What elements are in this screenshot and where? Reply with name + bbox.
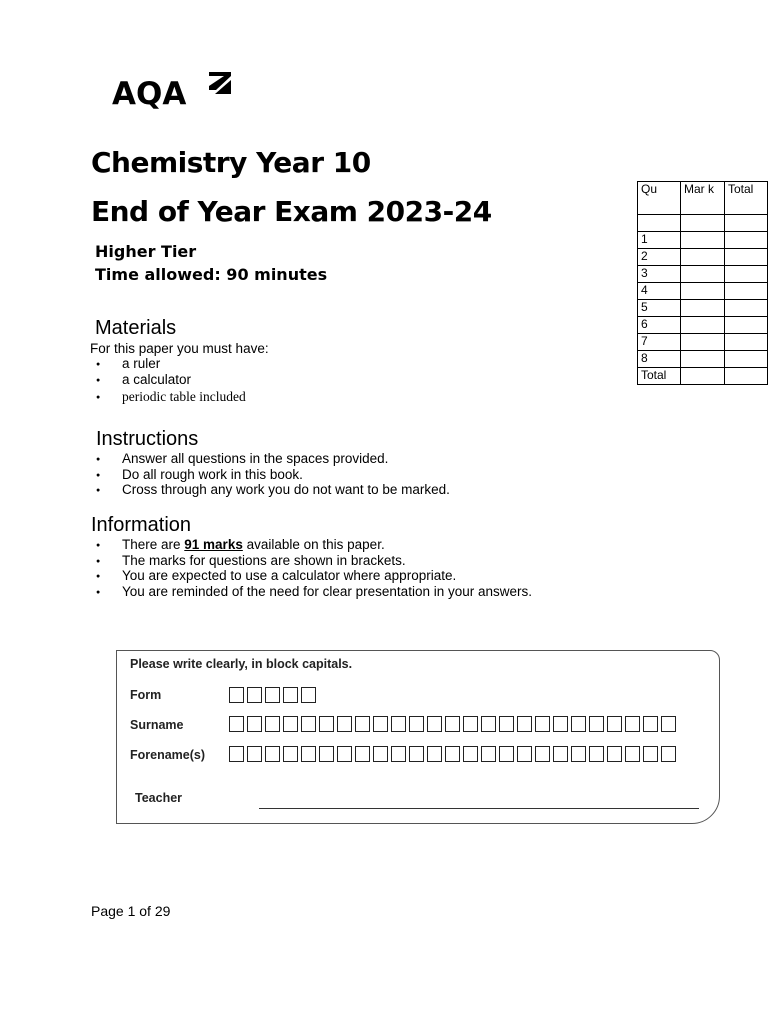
letter-box[interactable]: [373, 716, 388, 732]
letter-box[interactable]: [535, 716, 550, 732]
candidate-details-box: [116, 650, 720, 824]
forename-boxes[interactable]: [229, 746, 679, 762]
letter-box[interactable]: [553, 746, 568, 762]
letter-box[interactable]: [229, 716, 244, 732]
letter-box[interactable]: [409, 716, 424, 732]
letter-box[interactable]: [247, 716, 262, 732]
information-list: [91, 537, 532, 599]
marks-header-mark: Mar k: [681, 182, 725, 215]
letter-box[interactable]: [463, 746, 478, 762]
letter-box[interactable]: [229, 746, 244, 762]
list-item: ● a calculator: [91, 372, 246, 388]
surname-boxes[interactable]: [229, 716, 679, 732]
information-heading: Information: [91, 514, 192, 536]
letter-box[interactable]: [301, 716, 316, 732]
aqa-logo: [112, 66, 242, 116]
letter-box[interactable]: [391, 746, 406, 762]
details-heading: Please write clearly, in block capitals.: [130, 657, 353, 671]
list-item: ● periodic table included: [91, 389, 246, 405]
table-row: 1: [638, 232, 768, 249]
page-number: Page 1 of 29: [91, 903, 171, 919]
letter-box[interactable]: [643, 716, 658, 732]
letter-box[interactable]: [589, 746, 604, 762]
materials-heading: Materials: [95, 317, 177, 339]
letter-box[interactable]: [607, 716, 622, 732]
form-label: Form: [130, 688, 162, 702]
list-item: ● Cross through any work you do not want to be marked.: [91, 482, 450, 498]
letter-box[interactable]: [571, 716, 586, 732]
materials-list: [91, 356, 246, 405]
letter-box[interactable]: [337, 716, 352, 732]
aqa-logo-mark-icon: [207, 70, 233, 96]
marks-table-header: [638, 182, 768, 215]
letter-box[interactable]: [517, 746, 532, 762]
forename-label: Forename(s): [130, 748, 206, 762]
letter-box[interactable]: [283, 716, 298, 732]
letter-box[interactable]: [625, 716, 640, 732]
letter-box[interactable]: [499, 716, 514, 732]
table-row: 2: [638, 249, 768, 266]
list-item: ● Do all rough work in this book.: [91, 467, 450, 483]
letter-box[interactable]: [247, 746, 262, 762]
letter-box[interactable]: [265, 687, 280, 703]
letter-box[interactable]: [283, 746, 298, 762]
letter-box[interactable]: [427, 716, 442, 732]
letter-box[interactable]: [589, 716, 604, 732]
letter-box[interactable]: [337, 746, 352, 762]
letter-box[interactable]: [481, 746, 496, 762]
letter-box[interactable]: [481, 716, 496, 732]
letter-box[interactable]: [463, 716, 478, 732]
materials-intro: For this paper you must have:: [90, 341, 269, 356]
list-item: ● You are reminded of the need for clear presentation in your answers.: [91, 584, 532, 600]
table-row: 5: [638, 300, 768, 317]
letter-box[interactable]: [319, 746, 334, 762]
exam-subtitle: End of Year Exam 2023-24: [91, 195, 492, 228]
logo-text: AQA: [112, 76, 187, 112]
list-item: ● There are 91 marks available on this paper.: [91, 537, 532, 553]
marks-header-qu: Qu: [638, 182, 681, 215]
letter-box[interactable]: [607, 746, 622, 762]
letter-box[interactable]: [625, 746, 640, 762]
letter-box[interactable]: [301, 687, 316, 703]
letter-box[interactable]: [427, 746, 442, 762]
letter-box[interactable]: [445, 716, 460, 732]
instructions-heading: Instructions: [96, 428, 199, 450]
letter-box[interactable]: [265, 716, 280, 732]
letter-box[interactable]: [643, 746, 658, 762]
marks-table: [637, 181, 768, 385]
letter-box[interactable]: [445, 746, 460, 762]
list-item: ● You are expected to use a calculator where appropriate.: [91, 568, 532, 584]
letter-box[interactable]: [229, 687, 244, 703]
letter-box[interactable]: [553, 716, 568, 732]
table-row: 3: [638, 266, 768, 283]
table-row: 7: [638, 334, 768, 351]
table-row: 8: [638, 351, 768, 368]
form-boxes[interactable]: [229, 687, 319, 703]
letter-box[interactable]: [265, 746, 280, 762]
total-marks: 91 marks: [184, 537, 243, 552]
table-row: 4: [638, 283, 768, 300]
list-item: ● a ruler: [91, 356, 246, 372]
letter-box[interactable]: [283, 687, 298, 703]
letter-box[interactable]: [301, 746, 316, 762]
letter-box[interactable]: [355, 746, 370, 762]
table-row: 6: [638, 317, 768, 334]
letter-box[interactable]: [373, 746, 388, 762]
teacher-label: Teacher: [135, 791, 183, 805]
letter-box[interactable]: [319, 716, 334, 732]
tier-label: Higher Tier: [95, 242, 197, 261]
letter-box[interactable]: [517, 716, 532, 732]
letter-box[interactable]: [661, 746, 676, 762]
exam-title: Chemistry Year 10: [91, 146, 371, 179]
teacher-input-line[interactable]: [259, 808, 699, 809]
list-item: ● Answer all questions in the spaces provided.: [91, 451, 450, 467]
table-row: [638, 215, 768, 232]
list-item: ● The marks for questions are shown in brackets.: [91, 553, 532, 569]
instructions-list: [91, 451, 450, 498]
letter-box[interactable]: [571, 746, 586, 762]
table-row: Total: [638, 368, 768, 385]
letter-box[interactable]: [409, 746, 424, 762]
letter-box[interactable]: [247, 687, 262, 703]
letter-box[interactable]: [535, 746, 550, 762]
letter-box[interactable]: [661, 716, 676, 732]
letter-box[interactable]: [355, 716, 370, 732]
letter-box[interactable]: [499, 746, 514, 762]
marks-header-total: Total: [725, 182, 768, 215]
letter-box[interactable]: [391, 716, 406, 732]
surname-label: Surname: [130, 718, 184, 732]
time-allowed: Time allowed: 90 minutes: [95, 265, 328, 284]
